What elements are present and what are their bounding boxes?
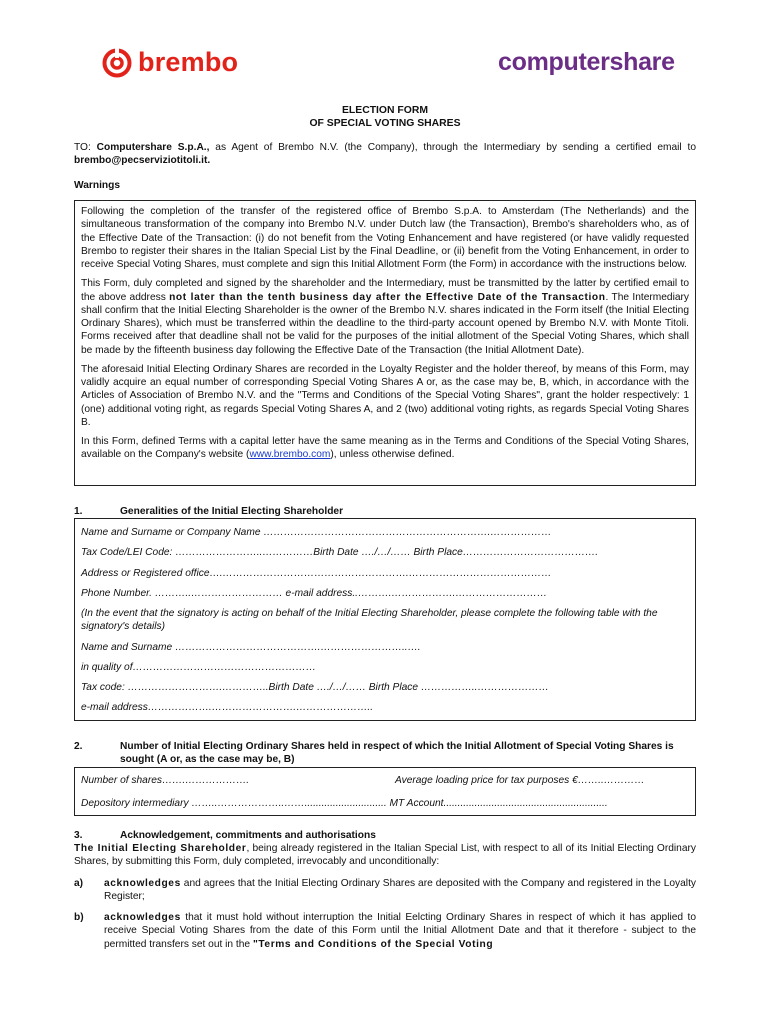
brembo-website-link[interactable]: www.brembo.com — [249, 449, 331, 461]
list-item-text — [104, 877, 696, 904]
section3-number: 3. — [74, 830, 83, 841]
signatory-note: (In the event that the signatory is acting on behalf of the Initial Electing Shareholder, please complete the following table with the signatory's details) — [81, 608, 658, 633]
address-field[interactable]: Address or Registered office….……………………………………………….…………………………………… — [81, 567, 552, 579]
form-title-line2: OF SPECIAL VOTING SHARES — [309, 118, 461, 129]
warnings-p4-text-b: ), unless otherwise defined. — [330, 449, 455, 461]
warnings-paragraph-1: Following the completion of the transfer of the registered office of Brembo S.p.A. to Amsterdam (The Netherlands) and the simultaneous transformation of the company into Brembo N.V. under Dutch law (the Transaction), Brembo's shareholders who, as of the Effective Date of the Transaction: (i) do not benefit from the Voting Enhancement and have registered (or have validly requested Brembo to register their shares in the Italian Special List by the Final Deadline, or (ii) benefit from the Voting Enhancement, in order to receive Special Voting Shares, must complete and sign this Initial Allotment Form (the Form) in accordance with the instructions below. — [81, 206, 689, 270]
section3-title: Acknowledgement, commitments and authorisations — [120, 830, 376, 841]
number-of-shares-field[interactable]: Number of shares…….………………. — [81, 775, 250, 786]
warnings-heading: Warnings — [74, 180, 121, 191]
certified-email: brembo@pecserviziotitoli.it. — [74, 155, 211, 167]
warnings-box — [74, 200, 696, 486]
section1-number: 1. — [74, 506, 83, 517]
signatory-tax-birth-field[interactable]: Tax code: ……………………….…………..Birth Date …./…/…… Birth Place ……………..………………… — [81, 682, 549, 693]
commitments-intro-text: , being already registered in the Italian Special List, with respect to all of its Initial Electing Ordinary Shares, by submitting this Form, duly completed, irrevocably and unconditionally: — [74, 843, 696, 868]
phone-email-field[interactable]: Phone Number. ………..……………………… e-mail address..……….……………….……………………… — [81, 587, 548, 599]
list-item-verb: acknowledges — [104, 912, 181, 923]
signatory-name-field[interactable]: Name and Surname …………………………………….……………………..…. — [81, 641, 421, 653]
agent-name: Computershare S.p.A., — [96, 142, 210, 153]
signatory-quality-field[interactable]: in quality of……………………………………………… — [81, 661, 316, 673]
name-or-company-field[interactable]: Name and Surname or Company Name ………………………………………………………….……………… — [81, 527, 552, 538]
section2-title: Number of Initial Electing Ordinary Shares held in respect of which the Initial Allotment of Special Voting Shares is sought (A or, as the case may be, B) — [120, 741, 674, 766]
warnings-p2-text-a: This Form, duly completed and signed by the shareholder and the Intermediary, must be transmitted by the latter by certified email to the above address — [81, 278, 689, 303]
commitments-list — [74, 842, 696, 951]
signatory-email-field[interactable]: e-mail address……………….…………………….………………….. — [81, 702, 374, 714]
list-item-body: that it must hold without interruption the Initial Eelcting Ordinary Shares in respect of which it has applied to receive Special Voting Shares from the date of this Form until the Initial Allotment Date and that it therefore - subject to the permitted transfers set out in the — [104, 912, 696, 950]
computershare-logo-text: computershare — [498, 48, 675, 76]
form-title-line1: ELECTION FORM — [341, 105, 428, 116]
list-item-terms-ref: "Terms and Conditions of the Special Voting — [252, 938, 494, 950]
computershare-logo — [498, 46, 675, 79]
recipient-paragraph — [74, 141, 696, 168]
brembo-logo-text: brembo — [138, 47, 239, 78]
warnings-deadline: not later than the tenth business day after the Effective Date of the Transaction — [169, 291, 606, 303]
list-item-body: and agrees that the Initial Electing Ordinary Shares are deposited with the Company and registered in the Loyalty Register; — [104, 877, 696, 902]
initial-electing-shareholder-label: The Initial Electing Shareholder — [74, 843, 247, 854]
warnings-paragraph-3: The aforesaid Initial Electing Ordinary Shares are recorded in the Loyalty Register and the holder thereof, by means of this Form, may validly acquire an equal number of corresponding Special Voting Shares A or, as the case may be, B, which, in accordance with the Articles of Association of Brembo N.V. and the "Terms and Conditions of the Special Voting Shares", grant the holder respectively: 1 (one) additional voting right, as regards Special Voting Shares A, and 2 (two) additional voting rights, as regards Special Voting Shares B. — [81, 363, 689, 428]
list-item-text — [104, 911, 696, 951]
list-item-verb: acknowledges — [104, 877, 181, 889]
tax-code-birth-field[interactable]: Tax Code/LEI Code: ……………………..……………Birth Date …./…/…… Birth Place…………………………………. — [81, 547, 599, 559]
section2-number: 2. — [74, 741, 83, 752]
list-item — [74, 877, 696, 904]
depository-intermediary-field[interactable]: Depository intermediary ……..………………..……............................. MT Account.......................................................... — [81, 798, 608, 809]
brembo-logo-icon — [102, 48, 132, 78]
section1-title: Generalities of the Initial Electing Shareholder — [120, 506, 344, 517]
commitments-intro — [74, 842, 696, 869]
list-item-label: b) — [74, 912, 84, 923]
warnings-p4-text-a: In this Form, defined Terms with a capital letter have the same meaning as in the Terms and Conditions of the Special Voting Shares, available on the Company's website ( — [81, 436, 689, 461]
brembo-logo — [102, 46, 238, 80]
list-item — [74, 911, 696, 951]
list-item-label: a) — [74, 877, 84, 889]
warnings-paragraph-4 — [81, 435, 689, 462]
to-text: as Agent of Brembo N.V. (the Company), through the Intermediary by sending a certified email to — [209, 142, 697, 153]
to-prefix: TO: — [74, 142, 97, 153]
shareholder-details-box — [74, 518, 696, 721]
shares-details-box — [74, 767, 696, 816]
warnings-p2-text-b: . The Intermediary shall confirm that the Initial Electing Shareholder is the owner of the Brembo N.V. shares indicated in the Form itself (the Initial Electing Ordinary Shares), which must be transferred within the deadline to the third-party account opened by Brembo N.V. with Monte Titoli. Forms received after that deadline shall not be valid for the purposes of the initial allotment of the Special Voting Shares, which shall be made by the fifteenth business day following the Effective Date of the Transaction (the Initial Allotment Date). — [81, 291, 689, 356]
average-loading-price-field[interactable]: Average loading price for tax purposes €……..………… — [395, 775, 645, 786]
warnings-paragraph-2 — [81, 277, 689, 357]
